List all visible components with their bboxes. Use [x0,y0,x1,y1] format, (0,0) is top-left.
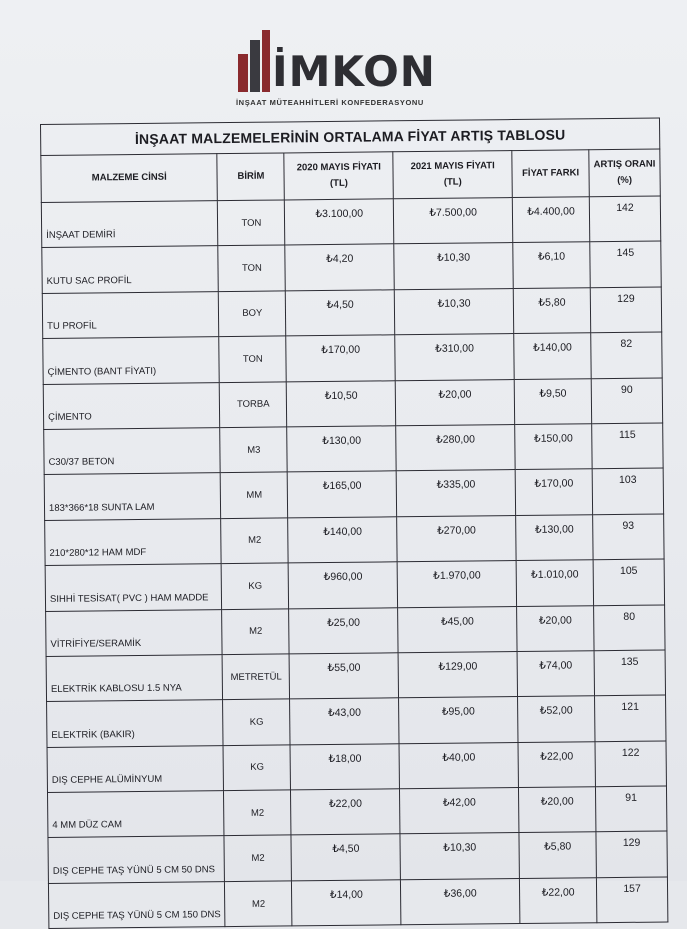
table-row [43,378,662,430]
material-cell: SIHHİ TESİSAT( PVC ) HAM MADDE [45,564,222,611]
price-2021-cell: ₺20,00 [395,379,514,426]
material-cell: 183*366*18 SUNTA LAM [44,473,221,520]
price-2020-cell: ₺43,00 [290,698,399,745]
material-cell: ELEKTRİK KABLOSU 1.5 NYA [46,655,223,702]
table-row [44,423,663,475]
header-material: MALZEME CİNSİ [41,154,218,203]
unit-cell: BOY [219,291,286,337]
table-row [45,514,664,566]
material-cell: KUTU SAC PROFİL [42,246,219,293]
unit-cell: M2 [221,518,288,564]
price-2020-cell: ₺10,50 [287,380,396,427]
price-2020-cell: ₺3.100,00 [285,199,394,246]
price-diff-cell: ₺1.010,00 [516,560,593,606]
price-2021-cell: ₺310,00 [395,334,514,381]
header-rate: ARTIŞ ORANI (%) [589,149,660,197]
material-cell: 210*280*12 HAM MDF [45,518,222,565]
material-cell: ÇİMENTO [43,382,220,429]
price-diff-cell: ₺130,00 [516,514,593,560]
unit-cell: M2 [222,608,289,654]
increase-rate-cell: 121 [595,695,666,741]
price-2020-cell: ₺960,00 [288,562,397,609]
material-cell: 4 MM DÜZ CAM [48,791,225,838]
unit-cell: MM [221,472,288,518]
price-diff-cell: ₺5,80 [519,832,596,878]
price-2021-cell: ₺7.500,00 [394,198,513,245]
price-increase-table [40,118,668,929]
price-2020-cell: ₺14,00 [292,880,401,927]
unit-cell: M2 [224,835,291,881]
table-row [47,695,666,747]
table-row [46,605,665,657]
table-title: İNŞAAT MALZEMELERİNİN ORTALAMA FİYAT ARTIŞ TABLOSU [41,118,660,155]
unit-cell: KG [223,745,290,791]
imkon-logo [232,28,442,108]
price-2020-cell: ₺22,00 [291,789,400,836]
table-row [44,468,663,520]
material-cell: DIŞ CEPHE ALÜMİNYUM [47,745,224,792]
unit-cell: TON [218,245,285,291]
material-cell: VİTRİFİYE/SERAMİK [46,609,223,656]
price-diff-cell: ₺20,00 [517,605,594,651]
price-2021-cell: ₺335,00 [396,470,515,517]
increase-rate-cell: 129 [590,287,661,333]
price-2020-cell: ₺4,50 [291,834,400,881]
price-diff-cell: ₺170,00 [515,469,592,515]
increase-rate-cell: 115 [592,423,663,469]
increase-rate-cell: 129 [596,831,667,877]
price-diff-cell: ₺22,00 [520,878,597,924]
header-unit: BİRİM [217,153,284,201]
price-2020-cell: ₺130,00 [287,426,396,473]
header-price-2021-line2: (TL) [443,176,462,188]
table-row [45,559,664,611]
price-2021-cell: ₺36,00 [401,878,520,925]
increase-rate-cell: 135 [594,650,665,696]
price-2020-cell: ₺140,00 [288,517,397,564]
unit-cell: M2 [225,881,292,927]
price-2020-cell: ₺170,00 [286,335,395,382]
header-price-2021 [393,151,512,199]
price-diff-cell: ₺140,00 [514,333,591,379]
price-2020-cell: ₺4,20 [285,244,394,291]
unit-cell: TON [219,336,286,382]
unit-cell: M3 [220,427,287,473]
increase-rate-cell: 105 [593,559,664,605]
price-2021-cell: ₺129,00 [398,651,517,698]
price-diff-cell: ₺52,00 [518,696,595,742]
price-2021-cell: ₺10,30 [394,243,513,290]
unit-cell: METRETÜL [222,654,289,700]
increase-rate-cell: 80 [594,605,665,651]
table-row [48,786,667,838]
material-cell: İNŞAAT DEMİRİ [41,201,218,248]
material-cell: ÇİMENTO (BANT FİYATI) [43,337,220,384]
table-row [48,831,667,883]
price-diff-cell: ₺4.400,00 [512,197,589,243]
price-2020-cell: ₺18,00 [290,743,399,790]
increase-rate-cell: 91 [596,786,667,832]
building-logo-icon [236,28,276,92]
price-diff-cell: ₺74,00 [517,651,594,697]
header-diff: FİYAT FARKI [512,150,589,198]
price-diff-cell: ₺5,80 [513,288,590,334]
unit-cell: KG [223,699,290,745]
header-price-2020-line1: 2020 MAYIS FİYATI [296,161,381,174]
price-diff-cell: ₺22,00 [518,741,595,787]
price-2020-cell: ₺25,00 [289,607,398,654]
material-cell: DIŞ CEPHE TAŞ YÜNÜ 5 CM 50 DNS [48,836,225,883]
price-diff-cell: ₺150,00 [515,424,592,470]
unit-cell: KG [221,563,288,609]
price-table-container [40,118,668,923]
unit-cell: TORBA [220,381,287,427]
header-price-2020 [284,152,393,200]
table-header-row [41,149,660,202]
increase-rate-cell: 122 [595,741,666,787]
material-cell: TU PROFİL [42,291,219,338]
table-body [41,196,668,929]
increase-rate-cell: 93 [593,514,664,560]
price-diff-cell: ₺9,50 [514,378,591,424]
material-cell: C30/37 BETON [44,428,221,475]
increase-rate-cell: 145 [590,241,661,287]
material-cell: ELEKTRİK (BAKIR) [47,700,224,747]
increase-rate-cell: 90 [591,378,662,424]
increase-rate-cell: 103 [592,468,663,514]
price-2021-cell: ₺280,00 [396,424,515,471]
table-row [42,287,661,339]
material-cell: DIŞ CEPHE TAŞ YÜNÜ 5 CM 150 DNS [48,881,225,928]
price-2021-cell: ₺10,30 [400,833,519,880]
price-diff-cell: ₺6,10 [513,242,590,288]
price-2021-cell: ₺42,00 [400,788,519,835]
price-2020-cell: ₺4,50 [286,290,395,337]
price-2021-cell: ₺40,00 [399,742,518,789]
table-row [43,332,662,384]
logo-subtitle: İNŞAAT MÜTEAHHİTLERİ KONFEDERASYONU [236,98,424,107]
price-diff-cell: ₺20,00 [519,787,596,833]
price-2021-cell: ₺1.970,00 [397,561,516,608]
table-row [48,877,667,929]
table-row [47,741,666,793]
table-row [42,241,661,293]
price-2021-cell: ₺270,00 [397,515,516,562]
price-2020-cell: ₺55,00 [289,653,398,700]
header-price-2020-line2: (TL) [329,177,348,189]
unit-cell: M2 [224,790,291,836]
price-2020-cell: ₺165,00 [288,471,397,518]
unit-cell: TON [218,200,285,246]
increase-rate-cell: 157 [596,877,667,923]
header-price-2021-line1: 2021 MAYIS FİYATI [410,160,495,173]
increase-rate-cell: 142 [589,196,660,242]
increase-rate-cell: 82 [591,332,662,378]
logo-wordmark: İMKON [272,47,436,96]
table-row [41,196,660,248]
table-row [46,650,665,702]
price-2021-cell: ₺95,00 [399,697,518,744]
price-2021-cell: ₺10,30 [394,288,513,335]
price-2021-cell: ₺45,00 [398,606,517,653]
